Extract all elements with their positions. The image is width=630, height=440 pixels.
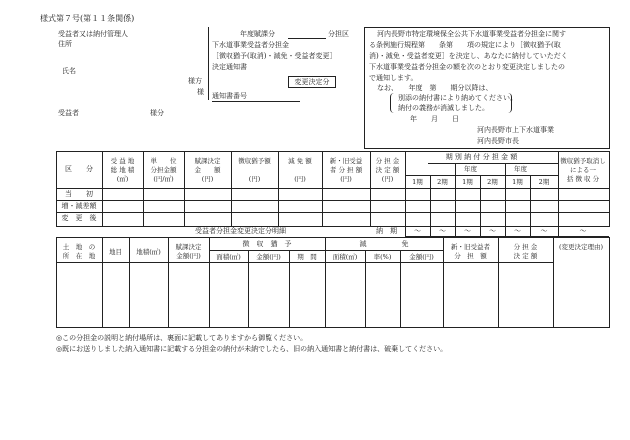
col-defer-period: 期 間 bbox=[297, 253, 317, 261]
year-label-2: 年度 bbox=[514, 165, 527, 173]
col-area-3: (㎡) bbox=[116, 175, 129, 183]
col-kubun: 区 分 bbox=[65, 165, 93, 173]
title-line-2: ［徴収猶予(取消)・減免・受益者変更］ bbox=[212, 52, 337, 60]
notice-line-6: なお、 年度 第 期分以降は、 bbox=[377, 84, 493, 92]
notice-line-3: 消)・減免・受益者変更］を決定し、あなたに納付していただく bbox=[369, 52, 568, 60]
col-decided-2b: 決 定 額 bbox=[513, 252, 538, 260]
notice-line-2: る条例施行規程第 条第 項の規定により［徴収猶予(取 bbox=[369, 41, 561, 49]
col-assess-2: 金 額 bbox=[194, 166, 221, 174]
name-label: 氏名 bbox=[62, 67, 76, 75]
period-1a: 1期 bbox=[412, 178, 423, 186]
col-exemption: 減 免 bbox=[359, 240, 409, 248]
col-defer-amount: 金額(円) bbox=[256, 253, 281, 261]
period-2a: 2期 bbox=[437, 178, 448, 186]
col-defer-1: 徴収猶予額 bbox=[238, 157, 271, 165]
col-unit-3: (円/㎡) bbox=[153, 175, 174, 183]
note-2: ◎既にお送りしました納入通知書に記載する分担金の納付が未納でしたら、旧の納入通知書と納付書は、破棄してください。 bbox=[56, 345, 448, 353]
deadline-tilde-7: ～ bbox=[579, 227, 587, 235]
col-unit-1: 単 位 bbox=[150, 157, 177, 165]
notice-line-5: で通知します。 bbox=[369, 74, 418, 82]
addressee-label: 受益者又は納付管理人 bbox=[58, 30, 128, 38]
row-difference: 増・減差額 bbox=[61, 202, 97, 210]
col-newold-1b: 新・旧受益者 bbox=[451, 243, 490, 251]
col-defer-area: 面積(㎡) bbox=[216, 253, 241, 261]
col-newold-3: (円) bbox=[340, 175, 352, 183]
col-unit-2: 分担金額 bbox=[150, 166, 177, 174]
period-1b: 1期 bbox=[462, 178, 473, 186]
row-initial: 当 初 bbox=[65, 190, 93, 198]
deadline-label: 納 期 bbox=[376, 227, 397, 235]
bracket-line-1: 別添の納付書により納めてください。 bbox=[398, 94, 517, 102]
form-number: 様式第７号(第１１条関係) bbox=[40, 14, 135, 23]
row-after-change: 変 更 後 bbox=[61, 214, 97, 222]
col-exempt-area: 面積(㎡) bbox=[332, 253, 358, 261]
col-decided-1b: 分 担 金 bbox=[513, 243, 538, 251]
date-label: 年 月 日 bbox=[410, 115, 459, 123]
beneficiary-label: 受益者 bbox=[58, 109, 79, 117]
period-1c: 1期 bbox=[512, 178, 523, 186]
col-area-2: 総 地 積 bbox=[110, 166, 135, 174]
bracket-line-2: 納付の義務が消滅しました。 bbox=[398, 104, 489, 112]
col-deferral: 徴 収 猶 予 bbox=[242, 240, 292, 248]
col-decided-2: 決 定 額 bbox=[375, 166, 400, 174]
col-newold-2b: 分 担 額 bbox=[454, 252, 487, 260]
col-assess-1: 賦課決定 bbox=[194, 157, 221, 165]
year-label-1: 年度 bbox=[464, 165, 477, 173]
col-reduce-2: (円) bbox=[294, 175, 306, 183]
notice-number-label: 通知書番号 bbox=[212, 92, 300, 102]
stamp-text: 変更決定分 bbox=[294, 78, 330, 86]
col-location-1: 土 地 の bbox=[62, 243, 96, 251]
col-periods: 期 別 納 付 分 担 金 額 bbox=[445, 153, 518, 161]
col-newold-2: 者 分 担 額 bbox=[329, 166, 363, 174]
note-1: ◎この分担金の説明と納付場所は、裏面に記載してありますから御覧ください。 bbox=[56, 334, 308, 342]
col-cancel-3: 括 徴 収 分 bbox=[566, 175, 600, 183]
address-label: 住所 bbox=[58, 40, 72, 48]
deadline-tilde-1: ～ bbox=[414, 227, 421, 235]
col-area-1: 受 益 地 bbox=[110, 157, 135, 165]
notice-line-4: 下水道事業受益者分担金の額を次のとおり変更決定しましたの bbox=[369, 63, 565, 71]
deadline-tilde-4: ～ bbox=[489, 227, 496, 235]
col-assess-2b: 金額(円) bbox=[176, 252, 201, 260]
detail-title: 受益者分担金変更決定分明細 bbox=[195, 227, 286, 235]
title-line-1: 下水道事業受益者分担金 bbox=[212, 41, 289, 49]
col-reason: (変更決定理由) bbox=[558, 243, 604, 251]
deadline-tilde-6: ～ bbox=[540, 227, 548, 235]
col-assess-3: (円) bbox=[201, 175, 214, 183]
sama-label: 様 bbox=[197, 88, 204, 96]
change-decision-stamp bbox=[288, 76, 336, 88]
sama-kata-label: 様方 bbox=[188, 77, 202, 85]
deadline-tilde-5: ～ bbox=[514, 227, 521, 235]
district-underline bbox=[288, 38, 326, 39]
col-reduce-1: 減 免 額 bbox=[288, 157, 312, 165]
col-decided-3: (円) bbox=[381, 175, 394, 183]
col-cancel-2: による一 bbox=[570, 166, 596, 174]
title-line-3: 決定通知書 bbox=[212, 63, 247, 71]
fiscal-year-label: 年度賦課分 bbox=[240, 30, 275, 38]
col-newold-1: 新・旧受益 bbox=[329, 157, 363, 165]
deadline-tilde-2: ～ bbox=[439, 227, 446, 235]
period-2c: 2期 bbox=[538, 178, 550, 186]
deadline-tilde-3: ～ bbox=[464, 227, 471, 235]
mayor-label: 河内長野市長 bbox=[477, 137, 519, 145]
organization-label: 河内長野市上下水道事業 bbox=[477, 126, 554, 134]
notice-line-1: 河内長野市特定環境保全公共下水道事業受益者分担金に関す bbox=[377, 30, 566, 38]
col-land-type: 地目 bbox=[109, 248, 122, 256]
col-assess-1b: 賦課決定 bbox=[175, 243, 202, 251]
col-decided-1: 分 担 金 bbox=[375, 157, 400, 165]
period-2b: 2期 bbox=[487, 178, 498, 186]
beneficiary-share-label: 様分 bbox=[150, 109, 164, 117]
col-location-2: 所 在 地 bbox=[62, 252, 96, 260]
col-exempt-rate: 率(%) bbox=[373, 253, 392, 261]
col-cancel-1: 徴収猶予取消し bbox=[560, 157, 606, 165]
col-defer-2: (円) bbox=[248, 175, 261, 183]
col-land-area: 地積(㎡) bbox=[136, 248, 161, 256]
col-exempt-amount: 金額(円) bbox=[409, 253, 434, 261]
district-label: 分担区 bbox=[328, 30, 349, 38]
